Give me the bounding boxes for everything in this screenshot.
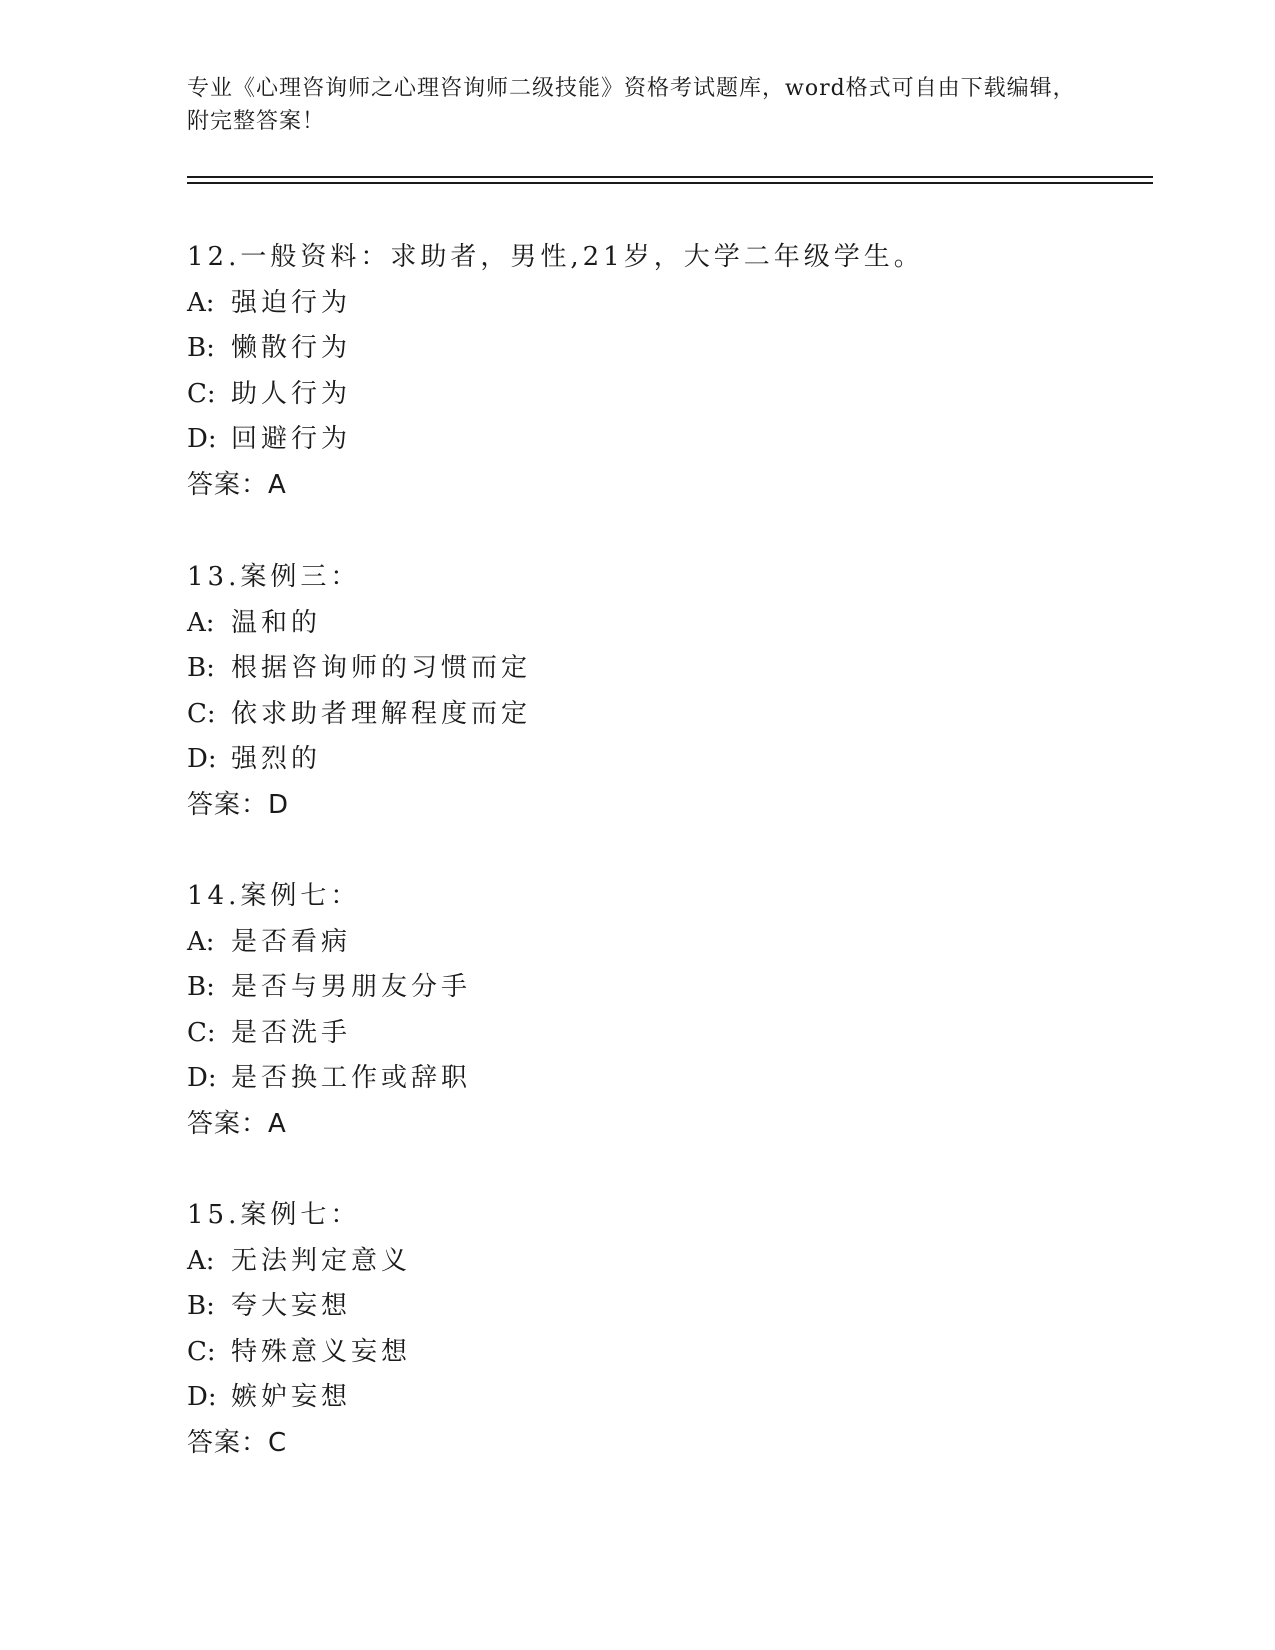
option-b bbox=[187, 1284, 1147, 1330]
option-c bbox=[187, 692, 1147, 738]
option-letter: D: bbox=[187, 424, 217, 454]
option-letter: D: bbox=[187, 1063, 217, 1093]
option-text: 是否看病 bbox=[231, 926, 352, 957]
option-a bbox=[187, 920, 1147, 966]
question-stem: 12.一般资料：求助者，男性,21岁，大学二年级学生。 bbox=[187, 242, 924, 272]
question-14 bbox=[187, 874, 1147, 1147]
option-c bbox=[187, 372, 1147, 418]
option-letter: A: bbox=[187, 926, 215, 957]
option-letter: D: bbox=[187, 1382, 217, 1412]
option-d bbox=[187, 737, 1147, 783]
option-text: 根据咨询师的习惯而定 bbox=[231, 653, 532, 683]
header-intro-text: 专业《心理咨询师之心理咨询师二级技能》资格考试题库，word格式可自由下载编辑，附完整答案！ bbox=[187, 76, 1076, 134]
option-letter: C: bbox=[187, 1017, 216, 1048]
option-letter: B: bbox=[187, 1291, 215, 1321]
option-d bbox=[187, 1375, 1147, 1421]
option-b bbox=[187, 965, 1147, 1011]
question-12 bbox=[187, 235, 1147, 508]
option-a bbox=[187, 281, 1147, 327]
option-letter: C: bbox=[187, 1336, 216, 1367]
answer-line: 答案：A bbox=[187, 1108, 287, 1139]
option-text: 强烈的 bbox=[231, 744, 322, 774]
question-15 bbox=[187, 1193, 1147, 1466]
option-text: 依求助者理解程度而定 bbox=[231, 698, 532, 729]
option-text: 懒散行为 bbox=[231, 333, 352, 363]
question-stem: 14.案例七： bbox=[187, 881, 361, 911]
option-text: 是否洗手 bbox=[231, 1017, 352, 1048]
answer-line: 答案：D bbox=[187, 789, 290, 820]
option-text: 特殊意义妄想 bbox=[231, 1336, 412, 1367]
option-text: 是否换工作或辞职 bbox=[231, 1063, 472, 1093]
option-letter: A: bbox=[187, 287, 215, 318]
option-text: 温和的 bbox=[231, 607, 322, 638]
answer-line: 答案：C bbox=[187, 1427, 288, 1458]
question-stem: 15.案例七： bbox=[187, 1200, 361, 1230]
option-letter: B: bbox=[187, 653, 215, 683]
option-a bbox=[187, 1239, 1147, 1285]
option-letter: C: bbox=[187, 698, 216, 729]
header-divider-bottom bbox=[187, 182, 1153, 184]
option-text: 助人行为 bbox=[231, 378, 352, 409]
question-13 bbox=[187, 555, 1147, 828]
option-d bbox=[187, 417, 1147, 463]
option-a bbox=[187, 601, 1147, 647]
option-text: 嫉妒妄想 bbox=[231, 1382, 352, 1412]
option-b bbox=[187, 326, 1147, 372]
option-c bbox=[187, 1011, 1147, 1057]
option-b bbox=[187, 646, 1147, 692]
option-letter: B: bbox=[187, 972, 215, 1002]
option-c bbox=[187, 1330, 1147, 1376]
question-stem: 13.案例三： bbox=[187, 562, 361, 592]
option-letter: A: bbox=[187, 1245, 215, 1276]
header-divider-top bbox=[187, 176, 1153, 178]
option-letter: A: bbox=[187, 607, 215, 638]
option-text: 回避行为 bbox=[231, 424, 352, 454]
option-letter: C: bbox=[187, 378, 216, 409]
option-text: 无法判定意义 bbox=[231, 1245, 412, 1276]
option-text: 强迫行为 bbox=[231, 287, 352, 318]
option-letter: B: bbox=[187, 333, 215, 363]
option-d bbox=[187, 1056, 1147, 1102]
option-letter: D: bbox=[187, 744, 217, 774]
option-text: 夸大妄想 bbox=[231, 1291, 352, 1321]
option-text: 是否与男朋友分手 bbox=[231, 972, 472, 1002]
answer-line: 答案：A bbox=[187, 469, 287, 500]
